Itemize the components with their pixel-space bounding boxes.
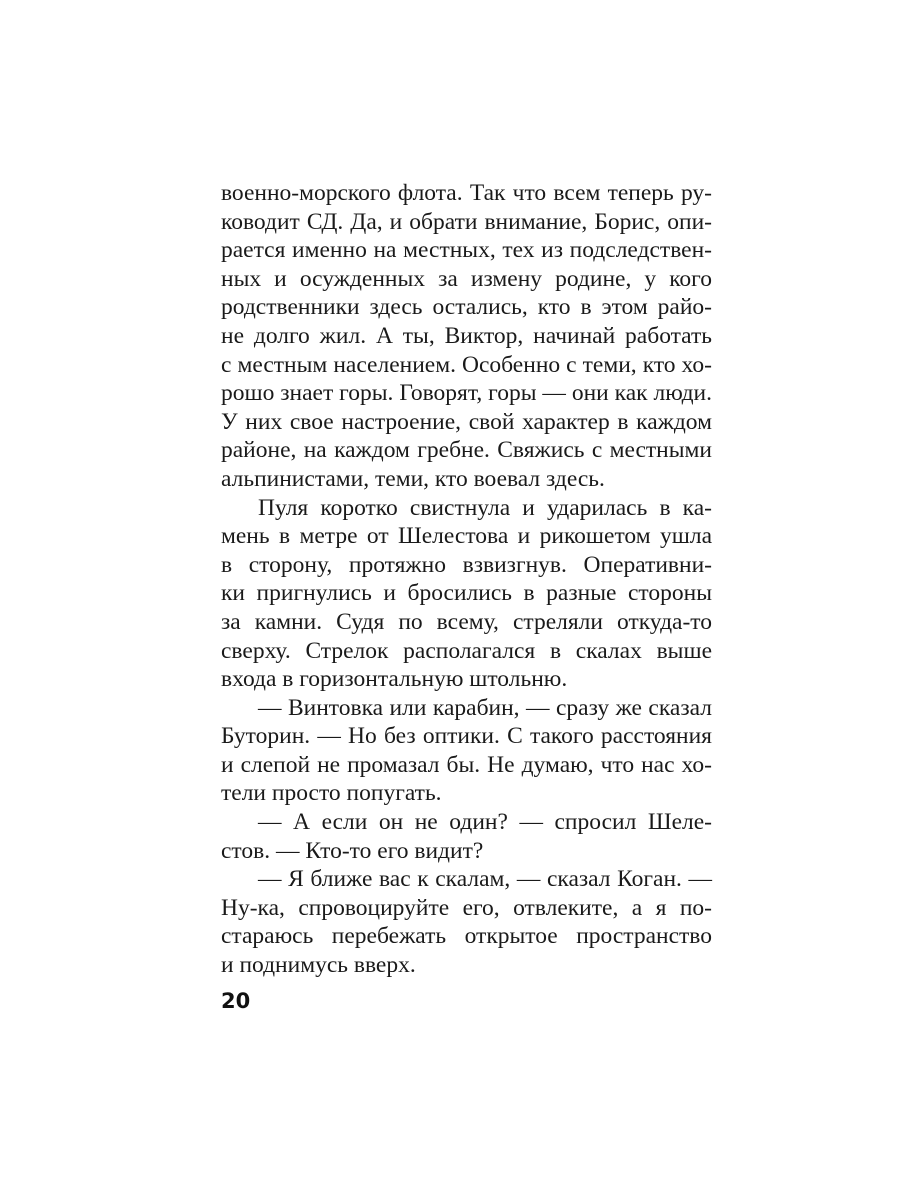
text-line: стараюсь перебежать открытое пространство <box>221 923 712 950</box>
text-line: Ну-ка, спровоцируйте его, отвлеките, а я по- <box>221 894 712 921</box>
text-line: родственники здесь остались, кто в этом райо- <box>221 294 712 321</box>
text-line: в сторону, протяжно взвизгнув. Оперативни- <box>221 551 712 578</box>
text-line: ководит СД. Да, и обрати внимание, Борис, опи- <box>221 208 712 235</box>
text-line: военно-морского флота. Так что всем теперь ру- <box>221 180 712 206</box>
text-line: районе, на каждом гребне. Свяжись с местными <box>221 437 712 464</box>
text-line: не долго жил. А ты, Виктор, начинай работать <box>221 322 712 349</box>
text-line: ных и осужденных за измену родине, у кого <box>221 265 712 292</box>
text-line: альпинистами, теми, кто воевал здесь. <box>221 465 605 492</box>
text-line: — Винтовка или карабин, — сразу же сказал <box>258 694 712 721</box>
text-line: и поднимусь вверх. <box>221 952 416 979</box>
text-line: стов. — Кто-то его видит? <box>221 837 484 864</box>
text-line: У них свое настроение, свой характер в каждом <box>221 408 712 435</box>
text-line: за камни. Судя по всему, стреляли откуда-то <box>221 608 712 635</box>
text-line: с местным населением. Особенно с теми, кто хо- <box>221 351 712 378</box>
text-line: Буторин. — Но без оптики. С такого расстояния <box>221 723 712 750</box>
text-line: входа в горизонтальную штольню. <box>221 666 568 693</box>
text-line: рается именно на местных, тех из подследствен- <box>221 237 712 264</box>
page-number: 20 <box>221 989 251 1013</box>
text-line: и слепой не промазал бы. Не думаю, что нас хо- <box>221 751 712 778</box>
text-line: — Я ближе вас к скалам, — сказал Коган. — <box>258 866 712 893</box>
text-line: тели просто попугать. <box>221 780 442 807</box>
body-text <box>221 179 712 980</box>
text-line: сверху. Стрелок располагался в скалах выше <box>221 637 712 664</box>
text-line: рошо знает горы. Говорят, горы — они как люди. <box>221 380 712 407</box>
text-line: — А если он не один? — спросил Шеле- <box>258 809 712 836</box>
text-line: ки пригнулись и бросились в разные стороны <box>221 580 712 607</box>
text-line: Пуля коротко свистнула и ударилась в ка- <box>258 494 712 521</box>
text-line: мень в метре от Шелестова и рикошетом ушла <box>221 523 712 550</box>
